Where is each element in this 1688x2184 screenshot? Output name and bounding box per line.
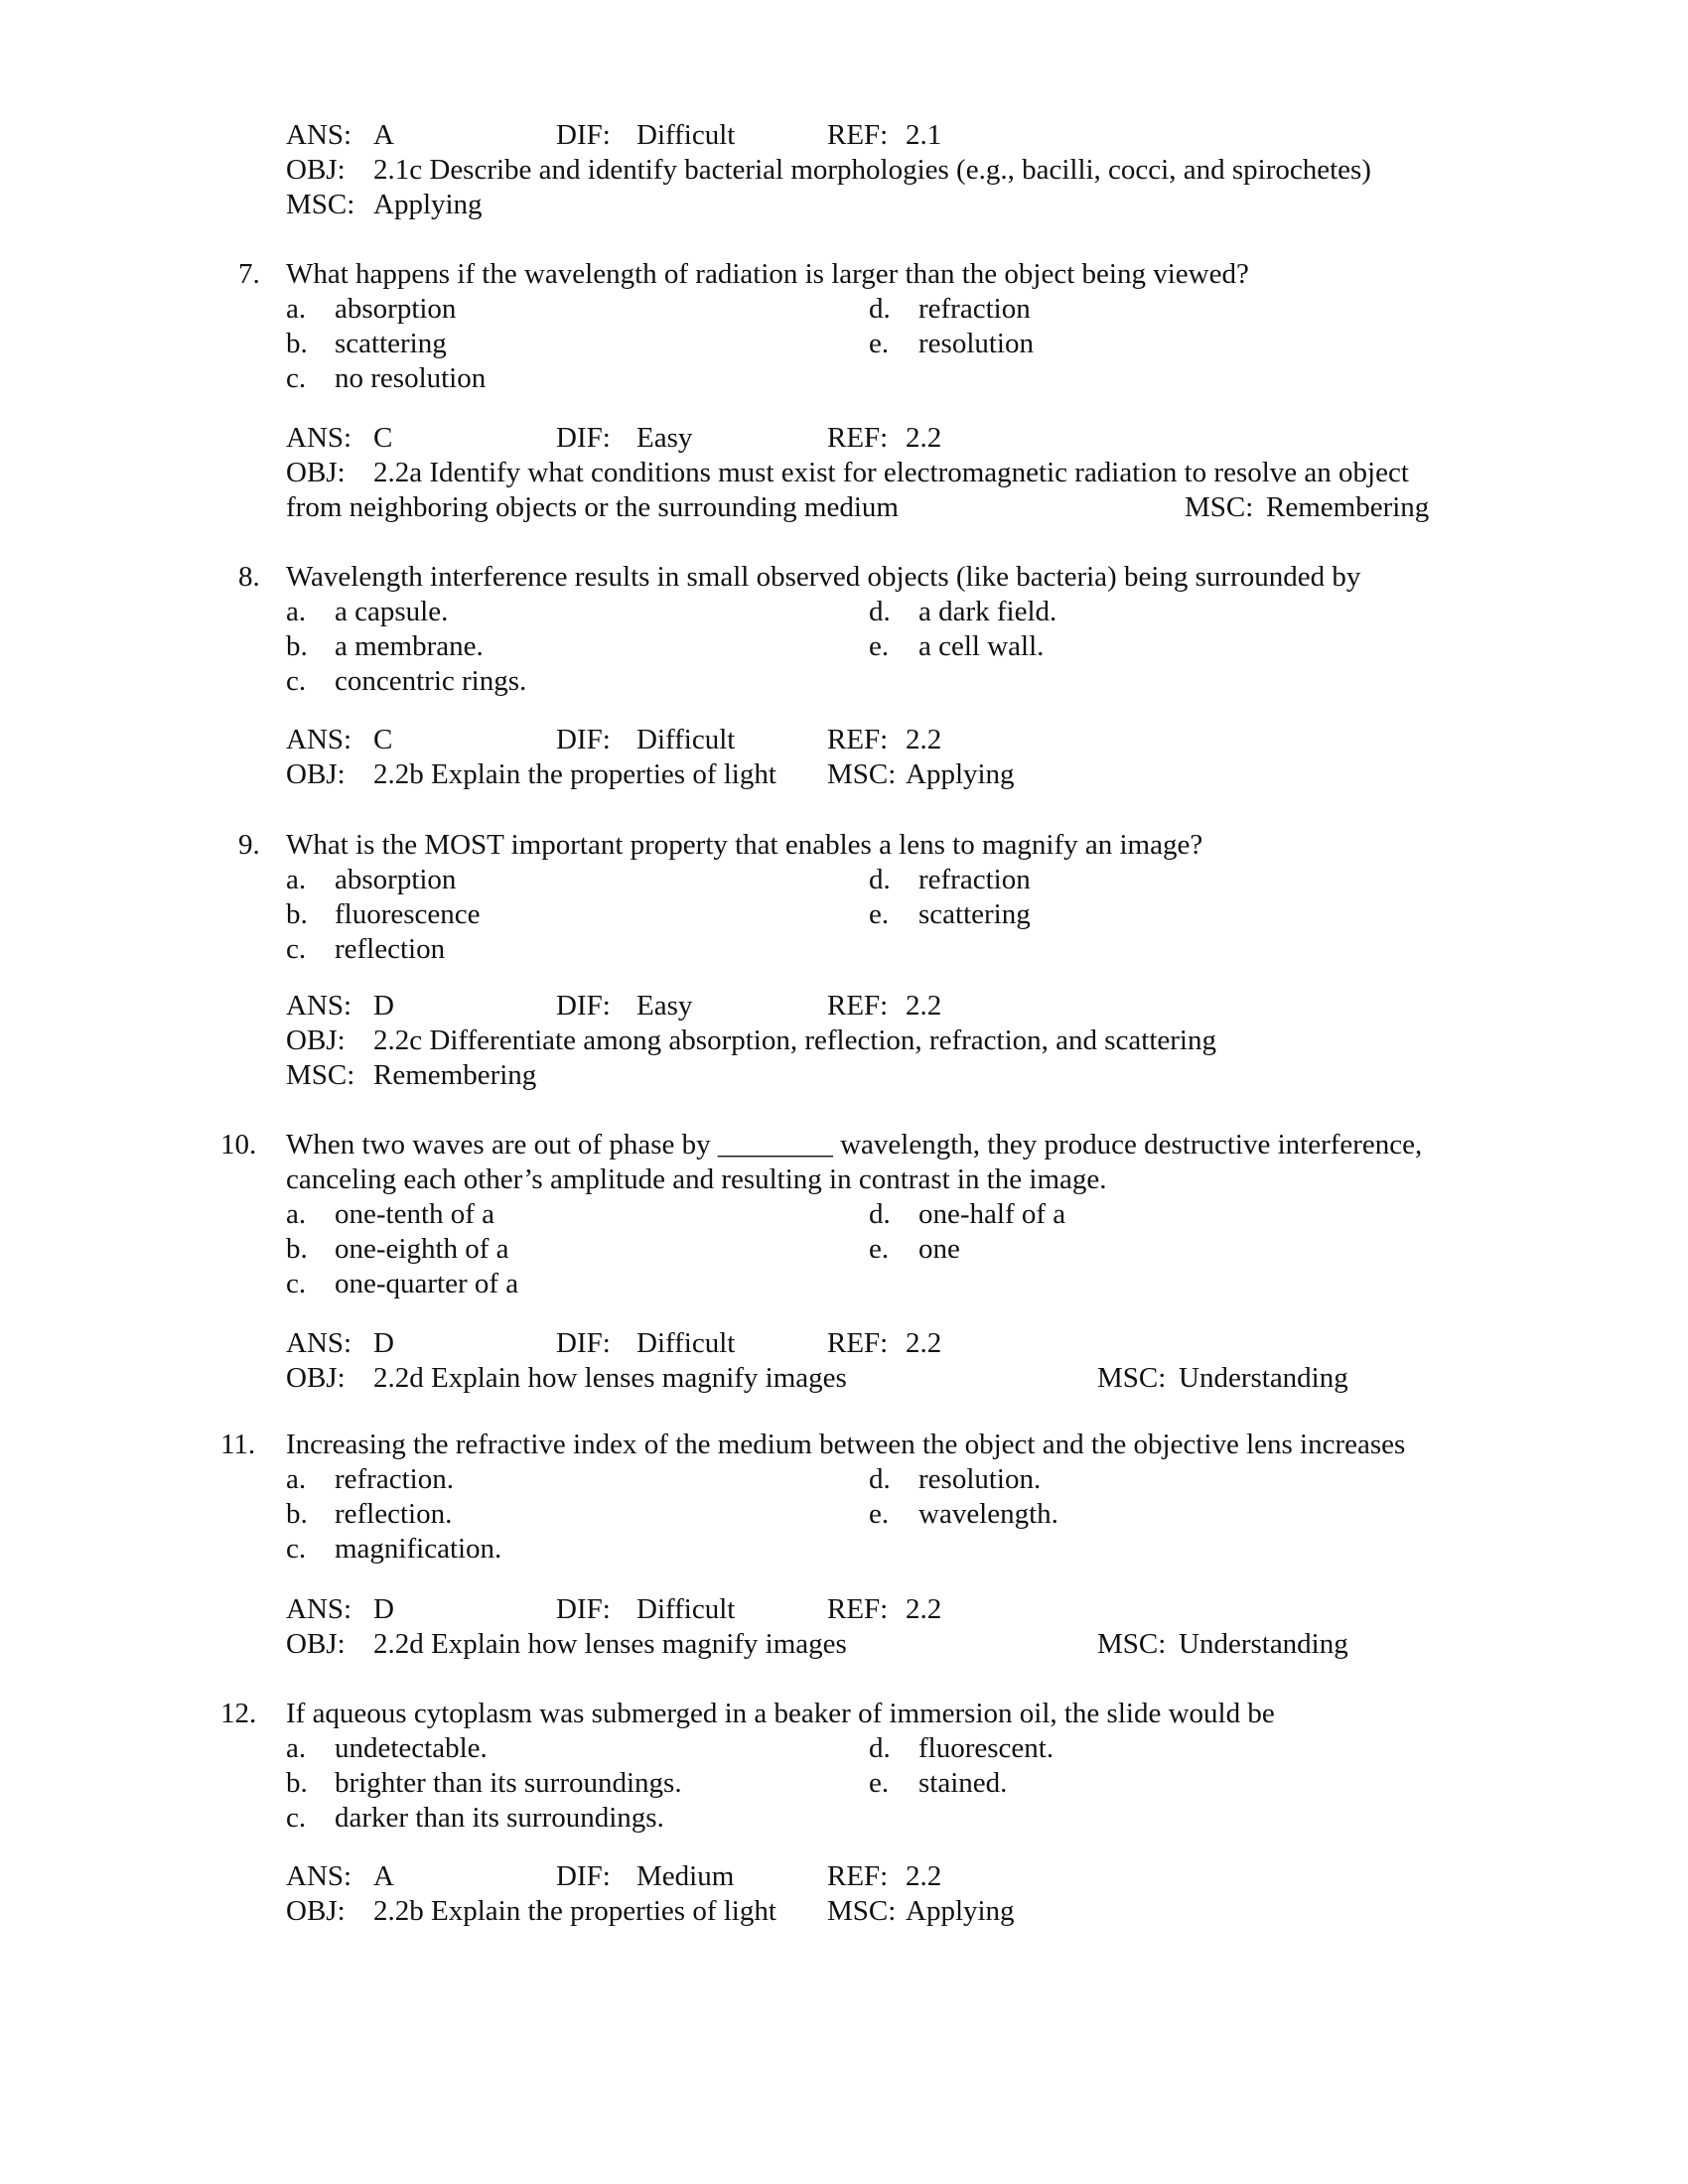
ref-value: 2.2 (906, 724, 942, 755)
question-text-continued: canceling each other’s amplitude and resulting in contrast in the image. (286, 1163, 1107, 1195)
option-letter-a: a. (286, 1463, 307, 1495)
option-text-c: reflection (335, 933, 446, 965)
option-text-d: one-half of a (918, 1198, 1066, 1230)
option-letter-b: b. (286, 1233, 308, 1265)
option-text-e: a cell wall. (918, 630, 1045, 662)
option-text-e: wavelength. (918, 1498, 1058, 1530)
option-text-e: one (918, 1233, 960, 1265)
question-number: 10. (220, 1129, 257, 1160)
option-letter-d: d. (869, 864, 891, 895)
msc-label: MSC: (286, 189, 355, 220)
ans-value: A (373, 119, 394, 151)
option-text-d: refraction (918, 293, 1031, 325)
option-text-b: one-eighth of a (335, 1233, 509, 1265)
option-text-c: concentric rings. (335, 665, 527, 697)
obj-label: OBJ: (286, 1362, 346, 1394)
option-text-c: darker than its surroundings. (335, 1802, 664, 1834)
option-letter-d: d. (869, 596, 891, 627)
option-letter-e: e. (869, 630, 890, 662)
ans-label: ANS: (286, 1860, 352, 1892)
option-letter-e: e. (869, 1498, 890, 1530)
ans-value: D (373, 990, 394, 1022)
option-letter-a: a. (286, 596, 307, 627)
ref-label: REF: (827, 1860, 889, 1892)
option-text-d: fluorescent. (918, 1732, 1055, 1764)
option-letter-c: c. (286, 1533, 307, 1565)
question-number: 7. (238, 258, 260, 290)
obj-value-continued: from neighboring objects or the surrounding medium (286, 491, 899, 523)
ref-value: 2.2 (906, 1593, 942, 1625)
option-text-a: absorption (335, 293, 457, 325)
ref-label: REF: (827, 990, 889, 1022)
dif-label: DIF: (556, 1593, 611, 1625)
option-letter-c: c. (286, 933, 307, 965)
option-text-e: stained. (918, 1767, 1008, 1799)
option-letter-b: b. (286, 328, 308, 359)
msc-value: Remembering (1266, 491, 1430, 523)
ref-label: REF: (827, 1327, 889, 1359)
question-text: What is the MOST important property that enables a lens to magnify an image? (286, 829, 1203, 861)
dif-value: Medium (636, 1860, 735, 1892)
option-text-c: magnification. (335, 1533, 502, 1565)
option-text-c: no resolution (335, 362, 487, 394)
option-letter-c: c. (286, 665, 307, 697)
ref-value: 2.2 (906, 1860, 942, 1892)
obj-label: OBJ: (286, 457, 346, 488)
option-text-c: one-quarter of a (335, 1268, 519, 1299)
option-text-a: absorption (335, 864, 457, 895)
option-text-a: undetectable. (335, 1732, 488, 1764)
ans-label: ANS: (286, 1593, 352, 1625)
ref-label: REF: (827, 422, 889, 454)
obj-value: 2.1c Describe and identify bacterial morphologies (e.g., bacilli, cocci, and spirochetes) (373, 154, 1371, 186)
option-letter-c: c. (286, 1268, 307, 1299)
dif-value: Difficult (636, 119, 736, 151)
dif-label: DIF: (556, 724, 611, 755)
option-letter-a: a. (286, 1198, 307, 1230)
msc-value: Applying (906, 758, 1015, 790)
ref-value: 2.2 (906, 990, 942, 1022)
dif-label: DIF: (556, 990, 611, 1022)
msc-label: MSC: (1097, 1628, 1167, 1660)
dif-label: DIF: (556, 119, 611, 151)
msc-label: MSC: (827, 1895, 897, 1927)
ans-value: D (373, 1327, 394, 1359)
option-letter-d: d. (869, 1463, 891, 1495)
question-number: 8. (238, 561, 260, 593)
obj-value: 2.2c Differentiate among absorption, reflection, refraction, and scattering (373, 1024, 1216, 1056)
option-letter-b: b. (286, 1498, 308, 1530)
ans-label: ANS: (286, 1327, 352, 1359)
option-text-a: one-tenth of a (335, 1198, 495, 1230)
dif-label: DIF: (556, 1327, 611, 1359)
option-letter-e: e. (869, 1767, 890, 1799)
msc-value: Applying (373, 189, 483, 220)
option-text-b: a membrane. (335, 630, 484, 662)
obj-value: 2.2a Identify what conditions must exist for electromagnetic radiation to resolve an object (373, 457, 1409, 488)
ref-value: 2.1 (906, 119, 942, 151)
question-number: 12. (220, 1698, 257, 1729)
option-letter-d: d. (869, 1198, 891, 1230)
option-letter-d: d. (869, 1732, 891, 1764)
option-letter-c: c. (286, 362, 307, 394)
dif-label: DIF: (556, 1860, 611, 1892)
ref-label: REF: (827, 119, 889, 151)
option-text-d: refraction (918, 864, 1031, 895)
option-letter-e: e. (869, 328, 890, 359)
question-text: Increasing the refractive index of the medium between the object and the objective lens increases (286, 1429, 1406, 1460)
msc-value: Understanding (1179, 1628, 1348, 1660)
ans-label: ANS: (286, 119, 352, 151)
msc-value: Applying (906, 1895, 1015, 1927)
option-letter-d: d. (869, 293, 891, 325)
option-text-e: resolution (918, 328, 1034, 359)
msc-value: Understanding (1179, 1362, 1348, 1394)
ref-label: REF: (827, 1593, 889, 1625)
question-text: What happens if the wavelength of radiation is larger than the object being viewed? (286, 258, 1249, 290)
obj-label: OBJ: (286, 1024, 346, 1056)
msc-label: MSC: (286, 1059, 355, 1091)
ans-label: ANS: (286, 422, 352, 454)
obj-label: OBJ: (286, 1895, 346, 1927)
ans-label: ANS: (286, 990, 352, 1022)
option-letter-b: b. (286, 1767, 308, 1799)
option-letter-b: b. (286, 630, 308, 662)
dif-value: Easy (636, 422, 693, 454)
question-text: If aqueous cytoplasm was submerged in a beaker of immersion oil, the slide would be (286, 1698, 1275, 1729)
msc-label: MSC: (1097, 1362, 1167, 1394)
obj-value: 2.2d Explain how lenses magnify images (373, 1628, 847, 1660)
obj-label: OBJ: (286, 758, 346, 790)
dif-value: Easy (636, 990, 693, 1022)
question-text: Wavelength interference results in small observed objects (like bacteria) being surrounded by (286, 561, 1361, 593)
option-text-b: brighter than its surroundings. (335, 1767, 682, 1799)
ans-value: C (373, 422, 393, 454)
option-text-a: refraction. (335, 1463, 454, 1495)
option-text-e: scattering (918, 898, 1031, 930)
obj-value: 2.2b Explain the properties of light (373, 1895, 776, 1927)
msc-value: Remembering (373, 1059, 537, 1091)
obj-value: 2.2d Explain how lenses magnify images (373, 1362, 847, 1394)
ref-value: 2.2 (906, 422, 942, 454)
option-text-a: a capsule. (335, 596, 449, 627)
dif-value: Difficult (636, 1327, 736, 1359)
question-number: 11. (220, 1429, 256, 1460)
ans-label: ANS: (286, 724, 352, 755)
ref-label: REF: (827, 724, 889, 755)
question-number: 9. (238, 829, 260, 861)
option-letter-a: a. (286, 1732, 307, 1764)
msc-label: MSC: (827, 758, 897, 790)
option-text-b: fluorescence (335, 898, 481, 930)
dif-value: Difficult (636, 724, 736, 755)
ans-value: D (373, 1593, 394, 1625)
obj-value: 2.2b Explain the properties of light (373, 758, 776, 790)
obj-label: OBJ: (286, 154, 346, 186)
dif-label: DIF: (556, 422, 611, 454)
ans-value: C (373, 724, 393, 755)
msc-label: MSC: (1185, 491, 1254, 523)
option-letter-e: e. (869, 898, 890, 930)
option-text-b: reflection. (335, 1498, 453, 1530)
option-text-d: a dark field. (918, 596, 1057, 627)
option-letter-c: c. (286, 1802, 307, 1834)
option-letter-a: a. (286, 293, 307, 325)
option-text-b: scattering (335, 328, 447, 359)
question-text: When two waves are out of phase by ________ wavelength, they produce destructive interference, (286, 1129, 1423, 1160)
option-letter-e: e. (869, 1233, 890, 1265)
dif-value: Difficult (636, 1593, 736, 1625)
obj-label: OBJ: (286, 1628, 346, 1660)
ref-value: 2.2 (906, 1327, 942, 1359)
option-text-d: resolution. (918, 1463, 1042, 1495)
ans-value: A (373, 1860, 394, 1892)
option-letter-a: a. (286, 864, 307, 895)
option-letter-b: b. (286, 898, 308, 930)
